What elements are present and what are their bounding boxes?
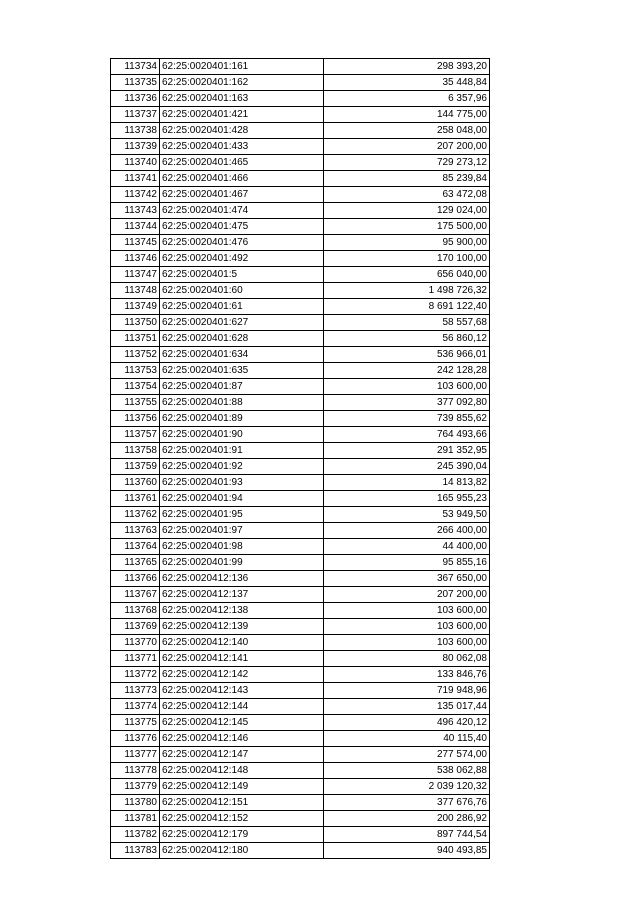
value-cell: 80 062,08 [324,651,490,667]
cadastral-number-cell: 62:25:0020412:138 [160,603,324,619]
row-number-cell: 113748 [111,283,160,299]
cadastral-number-cell: 62:25:0020401:428 [160,123,324,139]
row-number-cell: 113736 [111,91,160,107]
cadastral-number-cell: 62:25:0020401:5 [160,267,324,283]
table-row [111,203,490,219]
table-row [111,59,490,75]
value-cell: 44 400,00 [324,539,490,555]
cadastral-number-cell: 62:25:0020412:146 [160,731,324,747]
table-row [111,267,490,283]
cadastral-number-cell: 62:25:0020401:88 [160,395,324,411]
value-cell: 175 500,00 [324,219,490,235]
table-row [111,155,490,171]
row-number-cell: 113738 [111,123,160,139]
table-row [111,75,490,91]
row-number-cell: 113752 [111,347,160,363]
cadastral-number-cell: 62:25:0020401:465 [160,155,324,171]
value-cell: 144 775,00 [324,107,490,123]
row-number-cell: 113747 [111,267,160,283]
cadastral-number-cell: 62:25:0020401:60 [160,283,324,299]
table-row [111,283,490,299]
row-number-cell: 113750 [111,315,160,331]
table-row [111,347,490,363]
value-cell: 377 092,80 [324,395,490,411]
value-cell: 53 949,50 [324,507,490,523]
value-cell: 135 017,44 [324,699,490,715]
data-table [110,58,490,859]
value-cell: 103 600,00 [324,635,490,651]
table-row [111,603,490,619]
cadastral-number-cell: 62:25:0020401:475 [160,219,324,235]
row-number-cell: 113744 [111,219,160,235]
row-number-cell: 113773 [111,683,160,699]
cadastral-number-cell: 62:25:0020401:634 [160,347,324,363]
row-number-cell: 113754 [111,379,160,395]
value-cell: 58 557,68 [324,315,490,331]
cadastral-number-cell: 62:25:0020401:635 [160,363,324,379]
row-number-cell: 113762 [111,507,160,523]
row-number-cell: 113758 [111,443,160,459]
cadastral-number-cell: 62:25:0020412:142 [160,667,324,683]
table-row [111,123,490,139]
cadastral-number-cell: 62:25:0020401:90 [160,427,324,443]
table-row [111,91,490,107]
table-row [111,619,490,635]
table-row [111,715,490,731]
value-cell: 1 498 726,32 [324,283,490,299]
row-number-cell: 113774 [111,699,160,715]
row-number-cell: 113761 [111,491,160,507]
value-cell: 940 493,85 [324,843,490,859]
value-cell: 739 855,62 [324,411,490,427]
value-cell: 103 600,00 [324,619,490,635]
table-row [111,571,490,587]
value-cell: 40 115,40 [324,731,490,747]
table-row [111,507,490,523]
cadastral-number-cell: 62:25:0020412:141 [160,651,324,667]
value-cell: 6 357,96 [324,91,490,107]
row-number-cell: 113759 [111,459,160,475]
table-row [111,411,490,427]
table-row [111,443,490,459]
row-number-cell: 113780 [111,795,160,811]
value-cell: 242 128,28 [324,363,490,379]
row-number-cell: 113765 [111,555,160,571]
table-row [111,251,490,267]
value-cell: 165 955,23 [324,491,490,507]
cadastral-number-cell: 62:25:0020412:139 [160,619,324,635]
cadastral-number-cell: 62:25:0020401:161 [160,59,324,75]
table-body [111,59,490,859]
table-row [111,187,490,203]
table-row [111,651,490,667]
row-number-cell: 113781 [111,811,160,827]
value-cell: 95 855,16 [324,555,490,571]
cadastral-number-cell: 62:25:0020412:148 [160,763,324,779]
table-row [111,795,490,811]
value-cell: 377 676,76 [324,795,490,811]
table-row [111,171,490,187]
cadastral-number-cell: 62:25:0020412:144 [160,699,324,715]
row-number-cell: 113745 [111,235,160,251]
cadastral-number-cell: 62:25:0020401:628 [160,331,324,347]
table-row [111,379,490,395]
value-cell: 291 352,95 [324,443,490,459]
value-cell: 538 062,88 [324,763,490,779]
cadastral-number-cell: 62:25:0020401:474 [160,203,324,219]
table-row [111,635,490,651]
table-row [111,811,490,827]
row-number-cell: 113764 [111,539,160,555]
row-number-cell: 113767 [111,587,160,603]
row-number-cell: 113741 [111,171,160,187]
table-row [111,475,490,491]
cadastral-number-cell: 62:25:0020412:149 [160,779,324,795]
value-cell: 258 048,00 [324,123,490,139]
row-number-cell: 113779 [111,779,160,795]
row-number-cell: 113756 [111,411,160,427]
cadastral-number-cell: 62:25:0020412:180 [160,843,324,859]
value-cell: 897 744,54 [324,827,490,843]
cadastral-number-cell: 62:25:0020401:61 [160,299,324,315]
row-number-cell: 113772 [111,667,160,683]
value-cell: 298 393,20 [324,59,490,75]
cadastral-number-cell: 62:25:0020401:476 [160,235,324,251]
row-number-cell: 113735 [111,75,160,91]
table-row [111,843,490,859]
row-number-cell: 113737 [111,107,160,123]
value-cell: 133 846,76 [324,667,490,683]
value-cell: 367 650,00 [324,571,490,587]
row-number-cell: 113739 [111,139,160,155]
cadastral-number-cell: 62:25:0020412:137 [160,587,324,603]
row-number-cell: 113763 [111,523,160,539]
cadastral-number-cell: 62:25:0020401:94 [160,491,324,507]
row-number-cell: 113778 [111,763,160,779]
table-row [111,491,490,507]
cadastral-number-cell: 62:25:0020401:467 [160,187,324,203]
value-cell: 207 200,00 [324,139,490,155]
value-cell: 2 039 120,32 [324,779,490,795]
table-row [111,747,490,763]
table-row [111,363,490,379]
cadastral-number-cell: 62:25:0020401:93 [160,475,324,491]
cadastral-number-cell: 62:25:0020401:97 [160,523,324,539]
table-row [111,731,490,747]
row-number-cell: 113777 [111,747,160,763]
cadastral-number-cell: 62:25:0020401:466 [160,171,324,187]
cadastral-number-cell: 62:25:0020412:143 [160,683,324,699]
value-cell: 496 420,12 [324,715,490,731]
table-row [111,699,490,715]
cadastral-number-cell: 62:25:0020412:136 [160,571,324,587]
row-number-cell: 113766 [111,571,160,587]
cadastral-number-cell: 62:25:0020401:92 [160,459,324,475]
value-cell: 129 024,00 [324,203,490,219]
cadastral-number-cell: 62:25:0020412:179 [160,827,324,843]
table-row [111,587,490,603]
cadastral-number-cell: 62:25:0020401:421 [160,107,324,123]
value-cell: 170 100,00 [324,251,490,267]
value-cell: 207 200,00 [324,587,490,603]
value-cell: 245 390,04 [324,459,490,475]
cadastral-number-cell: 62:25:0020401:433 [160,139,324,155]
cadastral-number-cell: 62:25:0020412:145 [160,715,324,731]
row-number-cell: 113734 [111,59,160,75]
table-row [111,427,490,443]
cadastral-number-cell: 62:25:0020401:89 [160,411,324,427]
value-cell: 536 966,01 [324,347,490,363]
row-number-cell: 113753 [111,363,160,379]
table-row [111,315,490,331]
cadastral-number-cell: 62:25:0020412:152 [160,811,324,827]
table-row [111,683,490,699]
cadastral-number-cell: 62:25:0020401:87 [160,379,324,395]
table-row [111,667,490,683]
value-cell: 8 691 122,40 [324,299,490,315]
value-cell: 35 448,84 [324,75,490,91]
row-number-cell: 113751 [111,331,160,347]
table-row [111,827,490,843]
row-number-cell: 113760 [111,475,160,491]
value-cell: 85 239,84 [324,171,490,187]
row-number-cell: 113755 [111,395,160,411]
value-cell: 95 900,00 [324,235,490,251]
value-cell: 729 273,12 [324,155,490,171]
table-row [111,763,490,779]
row-number-cell: 113770 [111,635,160,651]
value-cell: 764 493,66 [324,427,490,443]
cadastral-number-cell: 62:25:0020412:140 [160,635,324,651]
value-cell: 200 286,92 [324,811,490,827]
row-number-cell: 113775 [111,715,160,731]
table-row [111,331,490,347]
cadastral-number-cell: 62:25:0020401:492 [160,251,324,267]
table-row [111,219,490,235]
table-row [111,299,490,315]
value-cell: 56 860,12 [324,331,490,347]
table-row [111,139,490,155]
table-row [111,235,490,251]
value-cell: 14 813,82 [324,475,490,491]
value-cell: 719 948,96 [324,683,490,699]
table-row [111,523,490,539]
table-row [111,107,490,123]
cadastral-number-cell: 62:25:0020401:98 [160,539,324,555]
cadastral-number-cell: 62:25:0020401:95 [160,507,324,523]
row-number-cell: 113757 [111,427,160,443]
row-number-cell: 113782 [111,827,160,843]
row-number-cell: 113783 [111,843,160,859]
row-number-cell: 113776 [111,731,160,747]
row-number-cell: 113749 [111,299,160,315]
row-number-cell: 113746 [111,251,160,267]
cadastral-number-cell: 62:25:0020401:163 [160,91,324,107]
table-row [111,555,490,571]
cadastral-number-cell: 62:25:0020401:627 [160,315,324,331]
table-row [111,779,490,795]
row-number-cell: 113768 [111,603,160,619]
table-row [111,459,490,475]
value-cell: 277 574,00 [324,747,490,763]
value-cell: 63 472,08 [324,187,490,203]
row-number-cell: 113771 [111,651,160,667]
value-cell: 103 600,00 [324,603,490,619]
table-row [111,539,490,555]
row-number-cell: 113742 [111,187,160,203]
cadastral-number-cell: 62:25:0020401:99 [160,555,324,571]
row-number-cell: 113740 [111,155,160,171]
value-cell: 656 040,00 [324,267,490,283]
cadastral-number-cell: 62:25:0020401:162 [160,75,324,91]
cadastral-number-cell: 62:25:0020412:151 [160,795,324,811]
cadastral-number-cell: 62:25:0020412:147 [160,747,324,763]
row-number-cell: 113743 [111,203,160,219]
table-row [111,395,490,411]
row-number-cell: 113769 [111,619,160,635]
value-cell: 103 600,00 [324,379,490,395]
cadastral-number-cell: 62:25:0020401:91 [160,443,324,459]
value-cell: 266 400,00 [324,523,490,539]
